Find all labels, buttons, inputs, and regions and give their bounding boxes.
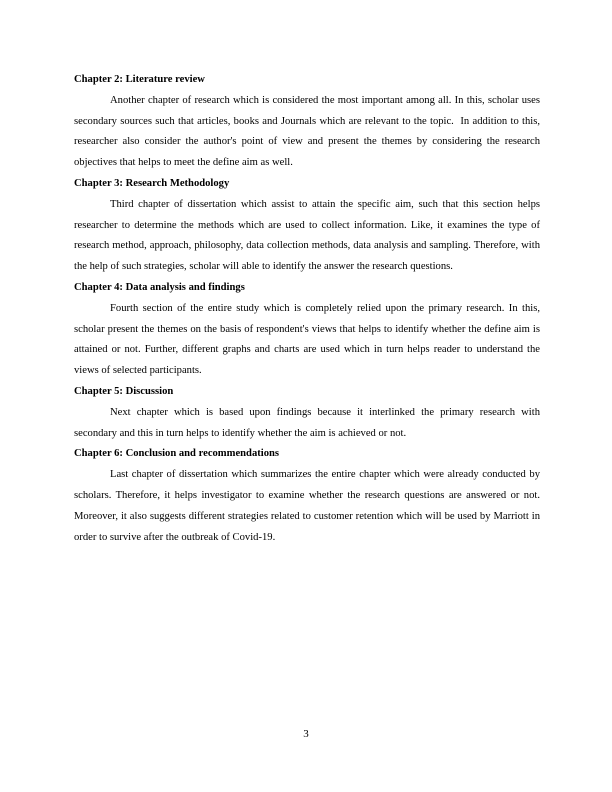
- section-chapter-6: [74, 444, 540, 548]
- section-heading: Chapter 2: Literature review: [74, 74, 205, 85]
- section-chapter-4: [74, 278, 540, 382]
- section-chapter-2: [74, 70, 540, 174]
- section-paragraph: Another chapter of research which is considered the most important among all. In this, scholar uses secondary sources such that articles, books and Journals which are relevant to the topic. In addition to this, researcher also consider the author's point of view and present the themes by considering the research objectives that helps to meet the define aim as well.: [74, 94, 540, 169]
- section-paragraph: Fourth section of the entire study which is completely relied upon the primary research. In this, scholar present the themes on the basis of respondent's views that helps to identify whether the define aim is attained or not. Further, different graphs and charts are used which in turn helps reader to understand the views of selected participants.: [74, 302, 540, 377]
- section-paragraph: Next chapter which is based upon findings because it interlinked the primary research with secondary and this in turn helps to identify whether the aim is achieved or not.: [74, 406, 540, 439]
- page-number: 3: [303, 728, 309, 740]
- section-chapter-3: [74, 174, 540, 278]
- section-paragraph: Last chapter of dissertation which summarizes the entire chapter which were already conducted by scholars. Therefore, it helps investigator to examine whether the research questions are answered or not. Moreover, it also suggests different strategies related to customer retention which will be used by Marriott in order to survive after the outbreak of Covid-19.: [74, 469, 540, 543]
- section-heading: Chapter 3: Research Methodology: [74, 177, 230, 189]
- section-paragraph: Third chapter of dissertation which assist to attain the specific aim, such that this section helps researcher to determine the methods which are used to collect information. Like, it examines the type of research method, approach, philosophy, data collection methods, data analysis and sampling. Therefore, with the help of such strategies, scholar will able to identify the answer the research questions.: [74, 198, 540, 273]
- section-chapter-5: [74, 382, 540, 444]
- section-heading: Chapter 4: Data analysis and findings: [74, 281, 245, 293]
- section-heading: Chapter 5: Discussion: [74, 385, 174, 397]
- page-content: [74, 70, 540, 548]
- section-heading: Chapter 6: Conclusion and recommendations: [74, 448, 280, 460]
